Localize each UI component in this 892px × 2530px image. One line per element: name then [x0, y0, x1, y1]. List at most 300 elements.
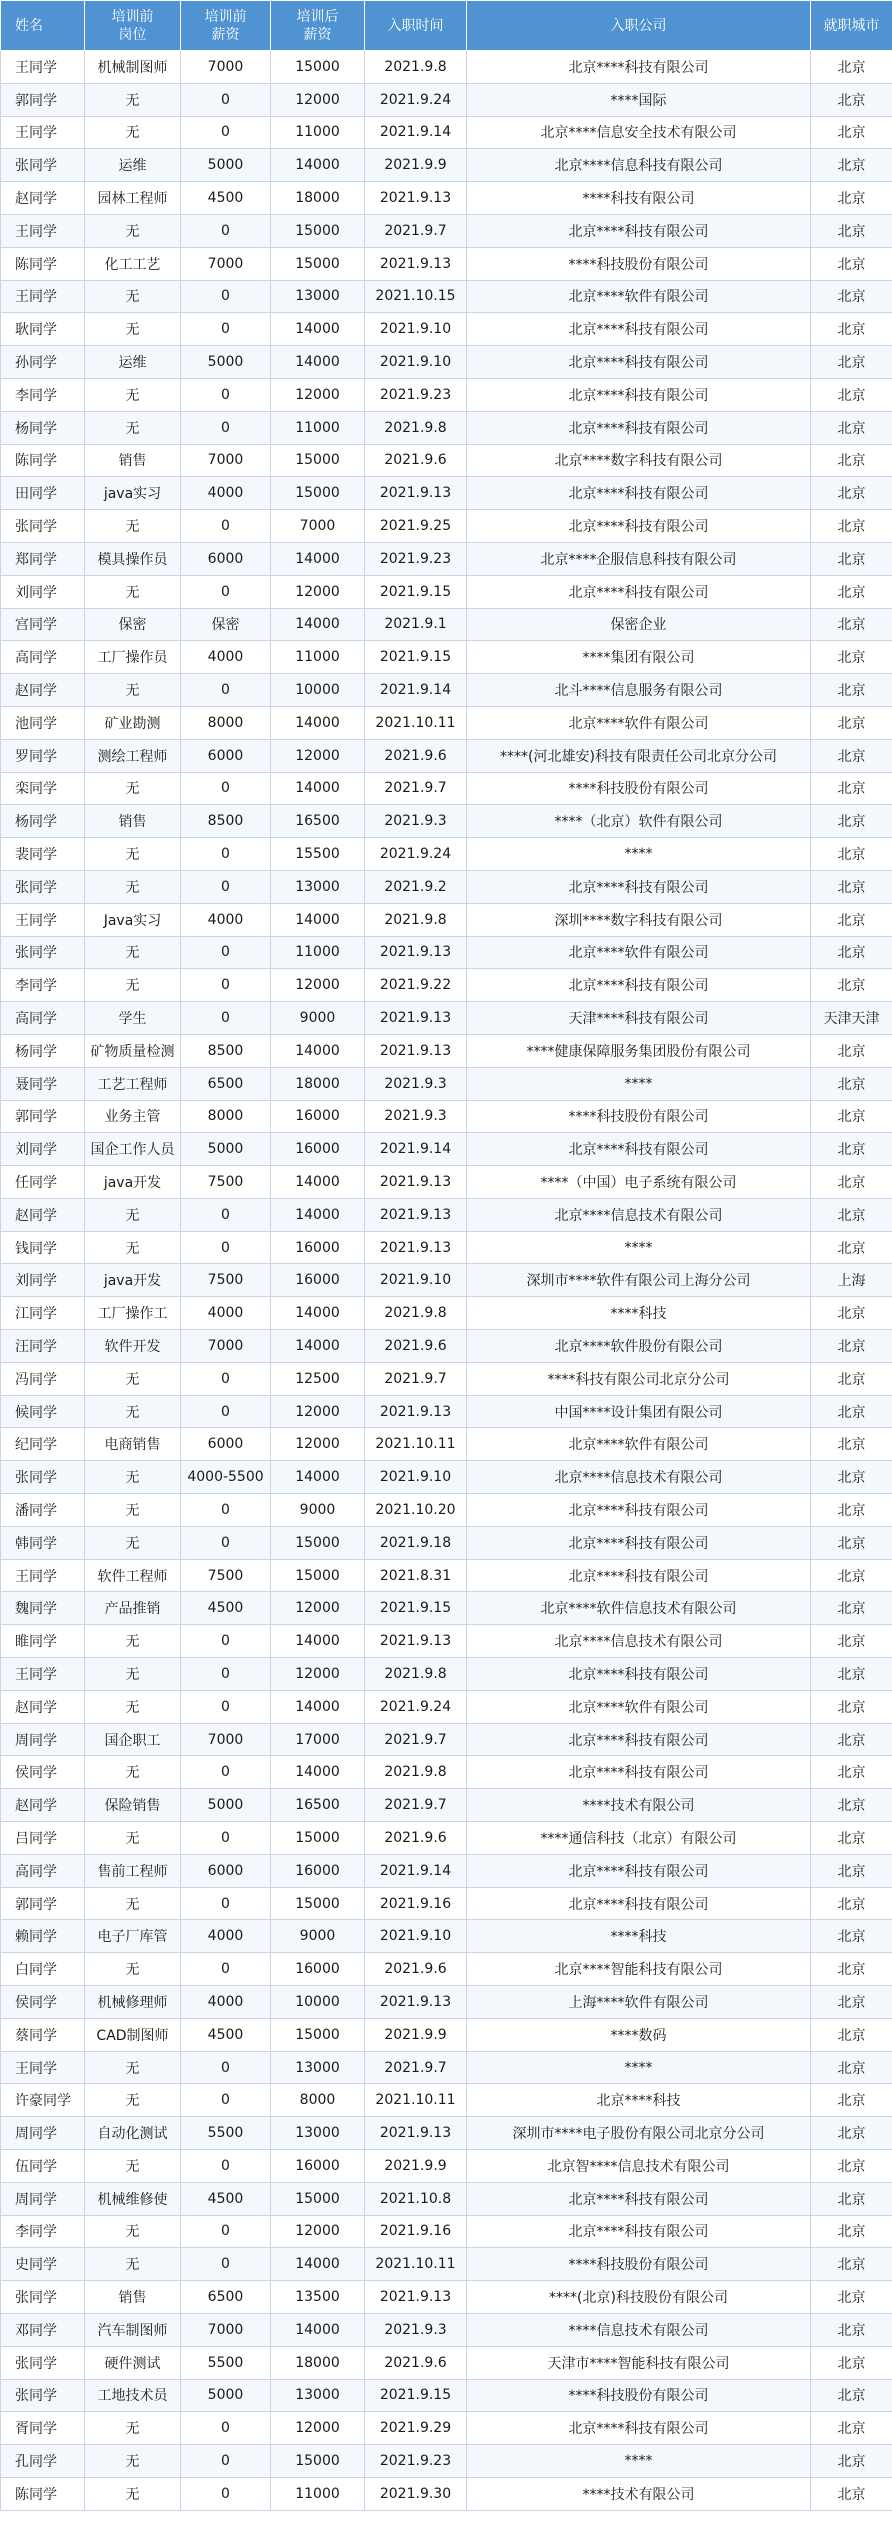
cell-city: 北京 [811, 2117, 892, 2150]
cell-pre_salary: 0 [181, 2445, 271, 2478]
table-row [1, 838, 892, 871]
cell-pre_salary: 8000 [181, 1100, 271, 1133]
cell-pre_position: 软件工程师 [85, 1559, 181, 1592]
table-row [1, 214, 892, 247]
cell-date: 2021.9.7 [365, 1789, 467, 1822]
cell-name: 高同学 [1, 1854, 85, 1887]
cell-name: 赖同学 [1, 1920, 85, 1953]
cell-pre_position: 无 [85, 1395, 181, 1428]
cell-city: 北京 [811, 1854, 892, 1887]
cell-company: 北京****科技 [467, 2084, 811, 2117]
table-row [1, 1166, 892, 1199]
table-row [1, 969, 892, 1002]
column-header-label: 岗位 [118, 26, 147, 43]
cell-company: 北京****科技有限公司 [467, 214, 811, 247]
cell-post_salary: 16000 [271, 1854, 365, 1887]
cell-company: 深圳****数字科技有限公司 [467, 903, 811, 936]
cell-city: 北京 [811, 1526, 892, 1559]
table-row [1, 575, 892, 608]
cell-pre_position: 无 [85, 969, 181, 1002]
cell-city: 北京 [811, 1986, 892, 2019]
cell-pre_salary: 0 [181, 1198, 271, 1231]
cell-city: 北京 [811, 1100, 892, 1133]
cell-company: ****科技有限公司北京分公司 [467, 1362, 811, 1395]
cell-name: 史同学 [1, 2248, 85, 2281]
cell-date: 2021.9.13 [365, 477, 467, 510]
cell-company: 北京****信息科技有限公司 [467, 149, 811, 182]
cell-city: 北京 [811, 608, 892, 641]
cell-company: ****技术有限公司 [467, 1789, 811, 1822]
table-row [1, 2051, 892, 2084]
cell-post_salary: 10000 [271, 1986, 365, 2019]
cell-name: 池同学 [1, 706, 85, 739]
cell-company: ****（北京）软件有限公司 [467, 805, 811, 838]
cell-date: 2021.10.11 [365, 2084, 467, 2117]
cell-date: 2021.9.8 [365, 1756, 467, 1789]
cell-post_salary: 11000 [271, 116, 365, 149]
cell-pre_position: 无 [85, 214, 181, 247]
cell-post_salary: 15000 [271, 247, 365, 280]
cell-pre_salary: 7000 [181, 247, 271, 280]
cell-post_salary: 15000 [271, 444, 365, 477]
cell-pre_position: 国企工作人员 [85, 1133, 181, 1166]
column-header-date [365, 1, 467, 51]
cell-pre_position: 无 [85, 936, 181, 969]
cell-company: **** [467, 1231, 811, 1264]
cell-pre_position: 无 [85, 378, 181, 411]
cell-pre_salary: 7000 [181, 1723, 271, 1756]
cell-date: 2021.9.30 [365, 2477, 467, 2510]
table-row [1, 1854, 892, 1887]
cell-pre_position: 软件开发 [85, 1330, 181, 1363]
cell-company: 北京****信息技术有限公司 [467, 1625, 811, 1658]
cell-post_salary: 14000 [271, 772, 365, 805]
cell-post_salary: 11000 [271, 411, 365, 444]
cell-date: 2021.9.16 [365, 1887, 467, 1920]
cell-post_salary: 8000 [271, 2084, 365, 2117]
cell-post_salary: 16500 [271, 1789, 365, 1822]
cell-post_salary: 14000 [271, 608, 365, 641]
cell-name: 李同学 [1, 2215, 85, 2248]
cell-date: 2021.9.15 [365, 641, 467, 674]
cell-post_salary: 14000 [271, 1625, 365, 1658]
cell-pre_salary: 0 [181, 575, 271, 608]
cell-city: 北京 [811, 2379, 892, 2412]
cell-post_salary: 10000 [271, 674, 365, 707]
cell-name: 陈同学 [1, 247, 85, 280]
cell-name: 罗同学 [1, 739, 85, 772]
cell-city: 北京 [811, 1789, 892, 1822]
cell-name: 魏同学 [1, 1592, 85, 1625]
cell-city: 北京 [811, 411, 892, 444]
cell-post_salary: 15000 [271, 1887, 365, 1920]
cell-name: 田同学 [1, 477, 85, 510]
cell-company: ****(河北雄安)科技有限责任公司北京分公司 [467, 739, 811, 772]
cell-company: 北京****科技有限公司 [467, 51, 811, 84]
cell-date: 2021.9.2 [365, 870, 467, 903]
column-header-label: 入职公司 [610, 17, 667, 34]
cell-date: 2021.9.3 [365, 1100, 467, 1133]
cell-date: 2021.9.13 [365, 2117, 467, 2150]
cell-pre_salary: 0 [181, 772, 271, 805]
cell-name: 张同学 [1, 2379, 85, 2412]
cell-company: 北京****科技有限公司 [467, 1133, 811, 1166]
cell-date: 2021.10.20 [365, 1494, 467, 1527]
cell-date: 2021.9.6 [365, 739, 467, 772]
cell-company: ****(北京)科技股份有限公司 [467, 2281, 811, 2314]
cell-city: 北京 [811, 2313, 892, 2346]
cell-company: 北京****科技有限公司 [467, 346, 811, 379]
cell-city: 北京 [811, 1723, 892, 1756]
cell-city: 天津天津 [811, 1002, 892, 1035]
cell-post_salary: 16000 [271, 1264, 365, 1297]
cell-post_salary: 14000 [271, 313, 365, 346]
cell-post_salary: 11000 [271, 936, 365, 969]
table-row [1, 1002, 892, 1035]
cell-date: 2021.9.25 [365, 510, 467, 543]
cell-pre_position: 无 [85, 1526, 181, 1559]
cell-city: 北京 [811, 2445, 892, 2478]
cell-post_salary: 18000 [271, 1067, 365, 1100]
cell-company: 北京****科技有限公司 [467, 1723, 811, 1756]
cell-pre_position: CAD制图师 [85, 2018, 181, 2051]
cell-name: 潘同学 [1, 1494, 85, 1527]
cell-date: 2021.9.13 [365, 1231, 467, 1264]
cell-pre_salary: 4500 [181, 2018, 271, 2051]
cell-post_salary: 13000 [271, 280, 365, 313]
cell-name: 候同学 [1, 1395, 85, 1428]
cell-city: 北京 [811, 2215, 892, 2248]
cell-name: 胥同学 [1, 2412, 85, 2445]
cell-post_salary: 12000 [271, 2412, 365, 2445]
cell-name: 吕同学 [1, 1822, 85, 1855]
cell-pre_position: 汽车制图师 [85, 2313, 181, 2346]
cell-name: 张同学 [1, 2346, 85, 2379]
cell-city: 北京 [811, 2412, 892, 2445]
table-row [1, 1953, 892, 1986]
cell-pre_salary: 5500 [181, 2117, 271, 2150]
cell-name: 赵同学 [1, 182, 85, 215]
cell-date: 2021.9.8 [365, 1658, 467, 1691]
cell-post_salary: 12000 [271, 1395, 365, 1428]
cell-city: 北京 [811, 1428, 892, 1461]
column-header-label: 薪资 [303, 26, 332, 43]
cell-company: 北京****科技有限公司 [467, 1658, 811, 1691]
cell-company: 北京****科技有限公司 [467, 477, 811, 510]
table-row [1, 1690, 892, 1723]
cell-post_salary: 14000 [271, 1034, 365, 1067]
cell-name: 张同学 [1, 2281, 85, 2314]
cell-company: 北京****科技有限公司 [467, 510, 811, 543]
cell-pre_salary: 0 [181, 2150, 271, 2183]
cell-pre_position: 测绘工程师 [85, 739, 181, 772]
cell-pre_position: 工厂操作员 [85, 641, 181, 674]
table-row [1, 182, 892, 215]
cell-pre_position: 无 [85, 313, 181, 346]
cell-pre_salary: 0 [181, 378, 271, 411]
cell-city: 北京 [811, 444, 892, 477]
cell-pre_salary: 0 [181, 2215, 271, 2248]
cell-name: 郭同学 [1, 83, 85, 116]
cell-pre_position: 保密 [85, 608, 181, 641]
cell-pre_position: 无 [85, 2412, 181, 2445]
cell-city: 北京 [811, 1592, 892, 1625]
cell-date: 2021.9.6 [365, 1822, 467, 1855]
table-row [1, 346, 892, 379]
cell-post_salary: 15000 [271, 2445, 365, 2478]
cell-pre_position: 运维 [85, 149, 181, 182]
cell-pre_salary: 4500 [181, 2182, 271, 2215]
cell-pre_position: java开发 [85, 1264, 181, 1297]
cell-name: 张同学 [1, 510, 85, 543]
cell-date: 2021.9.13 [365, 2281, 467, 2314]
cell-city: 北京 [811, 1330, 892, 1363]
cell-company: 北京****软件有限公司 [467, 1428, 811, 1461]
cell-post_salary: 13000 [271, 2117, 365, 2150]
cell-pre_position: Java实习 [85, 903, 181, 936]
table-row [1, 739, 892, 772]
cell-date: 2021.9.6 [365, 2346, 467, 2379]
cell-name: 刘同学 [1, 1133, 85, 1166]
cell-date: 2021.9.7 [365, 2051, 467, 2084]
cell-company: ****集团有限公司 [467, 641, 811, 674]
cell-pre_salary: 6500 [181, 2281, 271, 2314]
cell-company: 天津市****智能科技有限公司 [467, 2346, 811, 2379]
cell-pre_position: 无 [85, 2248, 181, 2281]
cell-date: 2021.9.8 [365, 1297, 467, 1330]
cell-pre_position: 无 [85, 1756, 181, 1789]
table-row [1, 2412, 892, 2445]
cell-post_salary: 13500 [271, 2281, 365, 2314]
table-row [1, 2477, 892, 2510]
cell-name: 杨同学 [1, 411, 85, 444]
table-row [1, 2379, 892, 2412]
cell-pre_position: 销售 [85, 444, 181, 477]
cell-pre_position: 机械制图师 [85, 51, 181, 84]
table-row [1, 444, 892, 477]
cell-name: 侯同学 [1, 1986, 85, 2019]
table-row [1, 2346, 892, 2379]
cell-date: 2021.9.8 [365, 51, 467, 84]
cell-name: 刘同学 [1, 1264, 85, 1297]
cell-date: 2021.9.14 [365, 674, 467, 707]
cell-pre_position: 无 [85, 83, 181, 116]
table-row [1, 1428, 892, 1461]
column-header-label: 薪资 [211, 26, 240, 43]
cell-name: 王同学 [1, 51, 85, 84]
cell-city: 北京 [811, 346, 892, 379]
cell-date: 2021.9.8 [365, 411, 467, 444]
table-row [1, 116, 892, 149]
cell-company: ****科技股份有限公司 [467, 2248, 811, 2281]
cell-name: 许豪同学 [1, 2084, 85, 2117]
cell-name: 江同学 [1, 1297, 85, 1330]
cell-pre_position: 无 [85, 1658, 181, 1691]
cell-city: 北京 [811, 575, 892, 608]
cell-post_salary: 15000 [271, 1822, 365, 1855]
cell-post_salary: 14000 [271, 1297, 365, 1330]
cell-name: 韩同学 [1, 1526, 85, 1559]
cell-date: 2021.9.18 [365, 1526, 467, 1559]
cell-pre_salary: 8500 [181, 805, 271, 838]
cell-pre_position: 无 [85, 870, 181, 903]
cell-company: ****通信科技（北京）有限公司 [467, 1822, 811, 1855]
table-row [1, 2281, 892, 2314]
table-row [1, 1822, 892, 1855]
cell-city: 北京 [811, 805, 892, 838]
cell-city: 北京 [811, 1297, 892, 1330]
cell-date: 2021.9.7 [365, 772, 467, 805]
cell-pre_position: 矿业勘测 [85, 706, 181, 739]
cell-date: 2021.9.7 [365, 1362, 467, 1395]
cell-city: 北京 [811, 149, 892, 182]
cell-pre_position: java开发 [85, 1166, 181, 1199]
cell-company: 北京****科技有限公司 [467, 1559, 811, 1592]
column-header-label: 培训前 [111, 8, 154, 25]
cell-name: 陈同学 [1, 2477, 85, 2510]
cell-date: 2021.9.1 [365, 608, 467, 641]
cell-pre_salary: 5000 [181, 149, 271, 182]
cell-post_salary: 16500 [271, 805, 365, 838]
cell-date: 2021.9.22 [365, 969, 467, 1002]
cell-date: 2021.9.23 [365, 378, 467, 411]
cell-post_salary: 16000 [271, 1133, 365, 1166]
cell-post_salary: 14000 [271, 2248, 365, 2281]
cell-post_salary: 12000 [271, 1592, 365, 1625]
cell-pre_position: 国企职工 [85, 1723, 181, 1756]
cell-pre_salary: 7000 [181, 2313, 271, 2346]
cell-name: 邓同学 [1, 2313, 85, 2346]
cell-pre_position: 模具操作员 [85, 542, 181, 575]
cell-post_salary: 15000 [271, 1526, 365, 1559]
cell-company: 北斗****信息服务有限公司 [467, 674, 811, 707]
cell-pre_position: 电子厂库管 [85, 1920, 181, 1953]
table-row [1, 51, 892, 84]
cell-date: 2021.9.10 [365, 313, 467, 346]
cell-name: 王同学 [1, 280, 85, 313]
cell-date: 2021.9.23 [365, 542, 467, 575]
table-body [1, 51, 892, 2511]
cell-pre_position: 无 [85, 2150, 181, 2183]
cell-pre_salary: 7500 [181, 1559, 271, 1592]
cell-date: 2021.9.13 [365, 1198, 467, 1231]
cell-pre_position: 销售 [85, 805, 181, 838]
cell-pre_position: 机械修理师 [85, 1986, 181, 2019]
cell-name: 张同学 [1, 870, 85, 903]
cell-city: 北京 [811, 1133, 892, 1166]
cell-pre_position: 无 [85, 1887, 181, 1920]
cell-pre_position: 工地技术员 [85, 2379, 181, 2412]
table-row [1, 1526, 892, 1559]
column-header-city [811, 1, 892, 51]
cell-name: 白同学 [1, 1953, 85, 1986]
cell-name: 赵同学 [1, 1789, 85, 1822]
cell-city: 北京 [811, 641, 892, 674]
cell-name: 任同学 [1, 1166, 85, 1199]
cell-name: 王同学 [1, 116, 85, 149]
cell-name: 李同学 [1, 969, 85, 1002]
cell-company: 北京****科技有限公司 [467, 1526, 811, 1559]
cell-post_salary: 15000 [271, 2182, 365, 2215]
cell-name: 王同学 [1, 1559, 85, 1592]
cell-date: 2021.9.10 [365, 1461, 467, 1494]
cell-pre_salary: 0 [181, 1887, 271, 1920]
cell-city: 北京 [811, 1034, 892, 1067]
cell-pre_salary: 5500 [181, 2346, 271, 2379]
table-row [1, 1198, 892, 1231]
table-row [1, 1756, 892, 1789]
cell-pre_salary: 7000 [181, 444, 271, 477]
cell-pre_position: 无 [85, 2477, 181, 2510]
cell-name: 冯同学 [1, 1362, 85, 1395]
cell-pre_salary: 7500 [181, 1264, 271, 1297]
cell-pre_salary: 0 [181, 116, 271, 149]
cell-pre_position: 产品推销 [85, 1592, 181, 1625]
cell-company: ****（中国）电子系统有限公司 [467, 1166, 811, 1199]
cell-pre_position: 自动化测试 [85, 2117, 181, 2150]
cell-pre_position: 无 [85, 2084, 181, 2117]
cell-name: 聂同学 [1, 1067, 85, 1100]
cell-company: 北京****企服信息科技有限公司 [467, 542, 811, 575]
table-row [1, 1625, 892, 1658]
cell-name: 王同学 [1, 1658, 85, 1691]
table-row [1, 280, 892, 313]
cell-pre_position: 无 [85, 116, 181, 149]
cell-pre_salary: 0 [181, 2051, 271, 2084]
cell-city: 北京 [811, 1953, 892, 1986]
cell-city: 北京 [811, 378, 892, 411]
cell-post_salary: 14000 [271, 706, 365, 739]
cell-pre_position: 销售 [85, 2281, 181, 2314]
cell-pre_position: 矿物质量检测 [85, 1034, 181, 1067]
cell-date: 2021.9.7 [365, 214, 467, 247]
table-row [1, 1559, 892, 1592]
cell-post_salary: 15000 [271, 1559, 365, 1592]
cell-pre_salary: 4000 [181, 1986, 271, 2019]
cell-company: ****科技有限公司 [467, 182, 811, 215]
cell-pre_salary: 8500 [181, 1034, 271, 1067]
table-row [1, 1887, 892, 1920]
cell-date: 2021.10.8 [365, 2182, 467, 2215]
cell-date: 2021.10.11 [365, 2248, 467, 2281]
cell-company: 北京****科技有限公司 [467, 1887, 811, 1920]
cell-city: 北京 [811, 739, 892, 772]
cell-post_salary: 16000 [271, 1231, 365, 1264]
cell-date: 2021.9.9 [365, 2150, 467, 2183]
table-header [1, 1, 892, 51]
cell-date: 2021.9.13 [365, 1034, 467, 1067]
table-row [1, 1658, 892, 1691]
cell-name: 孔同学 [1, 2445, 85, 2478]
cell-pre_salary: 4000-5500 [181, 1461, 271, 1494]
cell-city: 北京 [811, 2346, 892, 2379]
cell-date: 2021.9.13 [365, 1625, 467, 1658]
cell-name: 汪同学 [1, 1330, 85, 1363]
cell-city: 北京 [811, 214, 892, 247]
cell-company: 北京****软件有限公司 [467, 936, 811, 969]
cell-date: 2021.9.13 [365, 1986, 467, 2019]
cell-pre_position: 工厂操作工 [85, 1297, 181, 1330]
table-row [1, 2150, 892, 2183]
cell-pre_position: 保险销售 [85, 1789, 181, 1822]
cell-company: ****技术有限公司 [467, 2477, 811, 2510]
cell-city: 北京 [811, 2084, 892, 2117]
cell-pre_position: 运维 [85, 346, 181, 379]
cell-date: 2021.9.3 [365, 1067, 467, 1100]
cell-pre_salary: 7000 [181, 1330, 271, 1363]
cell-city: 北京 [811, 674, 892, 707]
cell-date: 2021.9.13 [365, 1166, 467, 1199]
